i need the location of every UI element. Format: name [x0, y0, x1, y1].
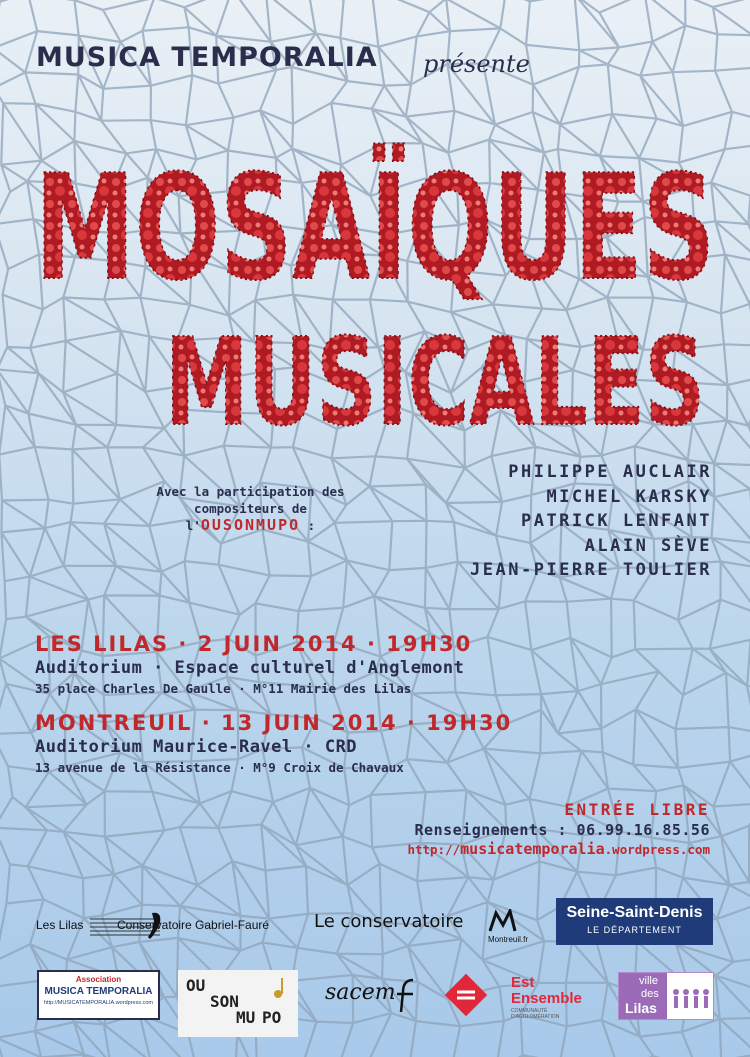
website-suffix: .wordpress.com [604, 842, 710, 857]
montreuil-conservatory-logo [314, 907, 544, 947]
info-phone: Renseignements : 06.99.16.85.56 [414, 821, 710, 839]
website-main: musicatemporalia [460, 840, 605, 858]
participation-line-1: Avec la participation des [156, 484, 345, 499]
event-les-lilas [35, 632, 472, 696]
lilas-figures-icon [671, 987, 711, 1011]
ssd-sub: LE DÉPARTEMENT [587, 925, 682, 935]
participation-group: OUSONMUPO [200, 516, 301, 534]
participation-prefix: l' [185, 518, 201, 533]
est-sub-2: D'AGGLOMÉRATION [511, 1014, 560, 1020]
ouson-word-4: PO [262, 1008, 282, 1027]
lilas-conservatory-logo [36, 909, 296, 941]
composer-list [470, 460, 712, 583]
composer-name: ALAIN SÈVE [584, 535, 712, 556]
ouson-word-2: SON [210, 992, 239, 1011]
est-name-1: Est [511, 974, 535, 991]
ousonmupo-logo [178, 970, 298, 1037]
ouson-word-1: OU [186, 976, 206, 995]
composer-name: PHILIPPE AUCLAIR [508, 462, 712, 482]
assoc-name: MUSICA TEMPORALIA [44, 986, 153, 997]
presenter-name: MUSICA TEMPORALIA [36, 42, 378, 73]
montreuil-sub-label: Montreuil.fr [488, 935, 529, 944]
presenter-verb: présente [423, 50, 530, 78]
lilas-town-label: Les Lilas [36, 918, 84, 932]
sacem-label: sacem [325, 980, 396, 1005]
participation-suffix: : [300, 518, 316, 533]
website-link[interactable] [407, 840, 710, 858]
lilas-conservatory-label: Conservatoire Gabriel-Fauré [117, 918, 270, 932]
title-line-1: MOSAÏQUES [35, 144, 715, 313]
event-date-line: MONTREUIL · 13 JUIN 2014 · 19H30 [35, 711, 513, 735]
title-line-2: MUSICALES [165, 314, 705, 453]
entry-free: ENTRÉE LIBRE [564, 800, 710, 819]
composer-name: MICHEL KARSKY [546, 486, 712, 507]
participation-line-3 [118, 517, 383, 534]
montreuil-m-icon [488, 909, 518, 933]
ouson-word-3: MU [236, 1008, 256, 1027]
ousonmupo-note-icon [272, 976, 290, 1000]
ssd-name: Seine-Saint-Denis [566, 904, 703, 921]
sacem-f-icon [395, 978, 419, 1014]
composer-name: JEAN-PIERRE TOULIER [470, 560, 712, 580]
composer-name: PATRICK LENFANT [520, 511, 712, 531]
est-ensemble-icon [443, 972, 489, 1018]
event-date-line: LES LILAS · 2 JUIN 2014 · 19H30 [35, 632, 473, 656]
event-venue: Auditorium Maurice-Ravel · CRD [35, 737, 358, 757]
website-prefix: http:// [407, 842, 461, 857]
lilas-ville: ville [639, 975, 658, 987]
participation-line-2: compositeurs de [194, 501, 307, 516]
est-ensemble-logo [443, 970, 603, 1020]
lilas-des: des [641, 988, 659, 1000]
montreuil-conservatory-label: Le conservatoire [314, 911, 464, 932]
participation-note [118, 483, 383, 534]
ville-des-lilas-logo [618, 972, 714, 1020]
sacem-logo [325, 978, 425, 1018]
assoc-label: Association [75, 975, 122, 984]
event-address: 35 place Charles De Gaulle · M°11 Mairie des Lilas [35, 681, 412, 696]
event-address: 13 avenue de la Résistance · M°9 Croix de Chavaux [35, 760, 404, 775]
est-name-2: Ensemble [511, 990, 582, 1007]
event-montreuil [35, 711, 512, 775]
seine-saint-denis-logo [556, 898, 713, 945]
assoc-url: http://MUSICATEMPORALIA.wordpress.com [43, 1000, 153, 1006]
est-sub-1: COMMUNAUTÉ [511, 1008, 548, 1014]
event-venue: Auditorium · Espace culturel d'Anglemont [35, 658, 465, 678]
title-artwork [0, 0, 750, 460]
lilas-name: Lilas [625, 1000, 657, 1016]
association-logo [37, 970, 160, 1020]
